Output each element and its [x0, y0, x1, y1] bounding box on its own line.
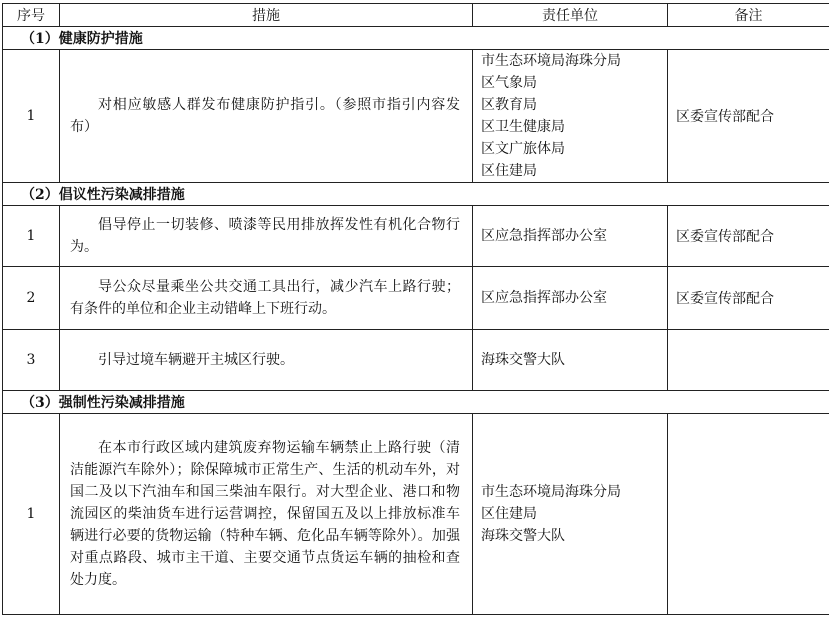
unit-cell: [473, 330, 668, 391]
unit-cell: [473, 50, 668, 183]
note-cell: [668, 206, 829, 267]
header-row: [3, 4, 829, 27]
table-row: [3, 206, 829, 267]
measure-text: 倡导停止一切装修、喷漆等民用排放挥发性有机化合物行为。: [70, 217, 460, 255]
row-num: 3: [3, 330, 60, 391]
note-cell: [668, 50, 829, 183]
measure-cell: [60, 267, 473, 330]
measure-cell: [60, 414, 473, 615]
note-text: 区委宣传部配合: [676, 229, 774, 245]
note-cell: [668, 330, 829, 391]
unit-item: 区应急指挥部办公室: [481, 290, 607, 306]
row-num: 1: [3, 414, 60, 615]
unit-list: [473, 481, 667, 547]
row-num: 1: [3, 206, 60, 267]
unit-item: 市生态环境局海珠分局: [481, 53, 621, 69]
row-num: 1: [3, 50, 60, 183]
unit-cell: [473, 267, 668, 330]
section-title-row: [3, 27, 829, 50]
header-num: 序号: [3, 4, 60, 27]
section-title-row: [3, 391, 829, 414]
section-title: （2）倡议性污染减排措施: [3, 183, 829, 206]
header-note: 备注: [668, 4, 829, 27]
unit-cell: [473, 414, 668, 615]
measure-text: 对相应敏感人群发布健康防护指引。（参照市指引内容发布）: [70, 97, 460, 135]
note-cell: [668, 267, 829, 330]
unit-item: 区住建局: [481, 506, 537, 522]
measure-cell: [60, 330, 473, 391]
section-title: （1）健康防护措施: [3, 27, 829, 50]
header-unit: 责任单位: [473, 4, 668, 27]
header-measure: 措施: [60, 4, 473, 27]
unit-cell: [473, 206, 668, 267]
table-row: [3, 414, 829, 615]
measure-cell: [60, 206, 473, 267]
measure-text: 在本市行政区域内建筑废弃物运输车辆禁止上路行驶（清洁能源汽车除外）；除保障城市正常生产、生活的机动车外，对国二及以下汽油车和国三柴油车限行。对大型企业、港口和物流园区的柴油货车进行运营调控，保留国五及以上排放标准车辆进行必要的货物运输（特种车辆、危化品车辆等除外）。加强对重点路段、城市主干道、主要交通节点货运车辆的抽检和查处力度。: [70, 440, 460, 588]
unit-item: 区住建局: [481, 163, 537, 179]
note-text: 区委宣传部配合: [676, 109, 774, 125]
section-title-row: [3, 183, 829, 206]
table-row: [3, 330, 829, 391]
unit-item: 海珠交警大队: [481, 352, 565, 368]
unit-item: 区文广旅体局: [481, 141, 565, 157]
unit-item: 区气象局: [481, 75, 537, 91]
unit-item: 市生态环境局海珠分局: [481, 484, 621, 500]
unit-item: 海珠交警大队: [481, 528, 565, 544]
unit-item: 区卫生健康局: [481, 119, 565, 135]
measures-table: [2, 3, 829, 615]
row-num: 2: [3, 267, 60, 330]
note-cell: [668, 414, 829, 615]
section-title: （3）强制性污染减排措施: [3, 391, 829, 414]
table-row: [3, 50, 829, 183]
measure-cell: [60, 50, 473, 183]
unit-item: 区应急指挥部办公室: [481, 228, 607, 244]
measure-text: 引导过境车辆避开主城区行驶。: [98, 352, 294, 368]
measure-text: 导公众尽量乘坐公共交通工具出行，减少汽车上路行驶；有条件的单位和企业主动错峰上下班行动。: [70, 279, 460, 317]
table-row: [3, 267, 829, 330]
unit-item: 区教育局: [481, 97, 537, 113]
note-text: 区委宣传部配合: [676, 291, 774, 307]
unit-list: [473, 50, 667, 182]
